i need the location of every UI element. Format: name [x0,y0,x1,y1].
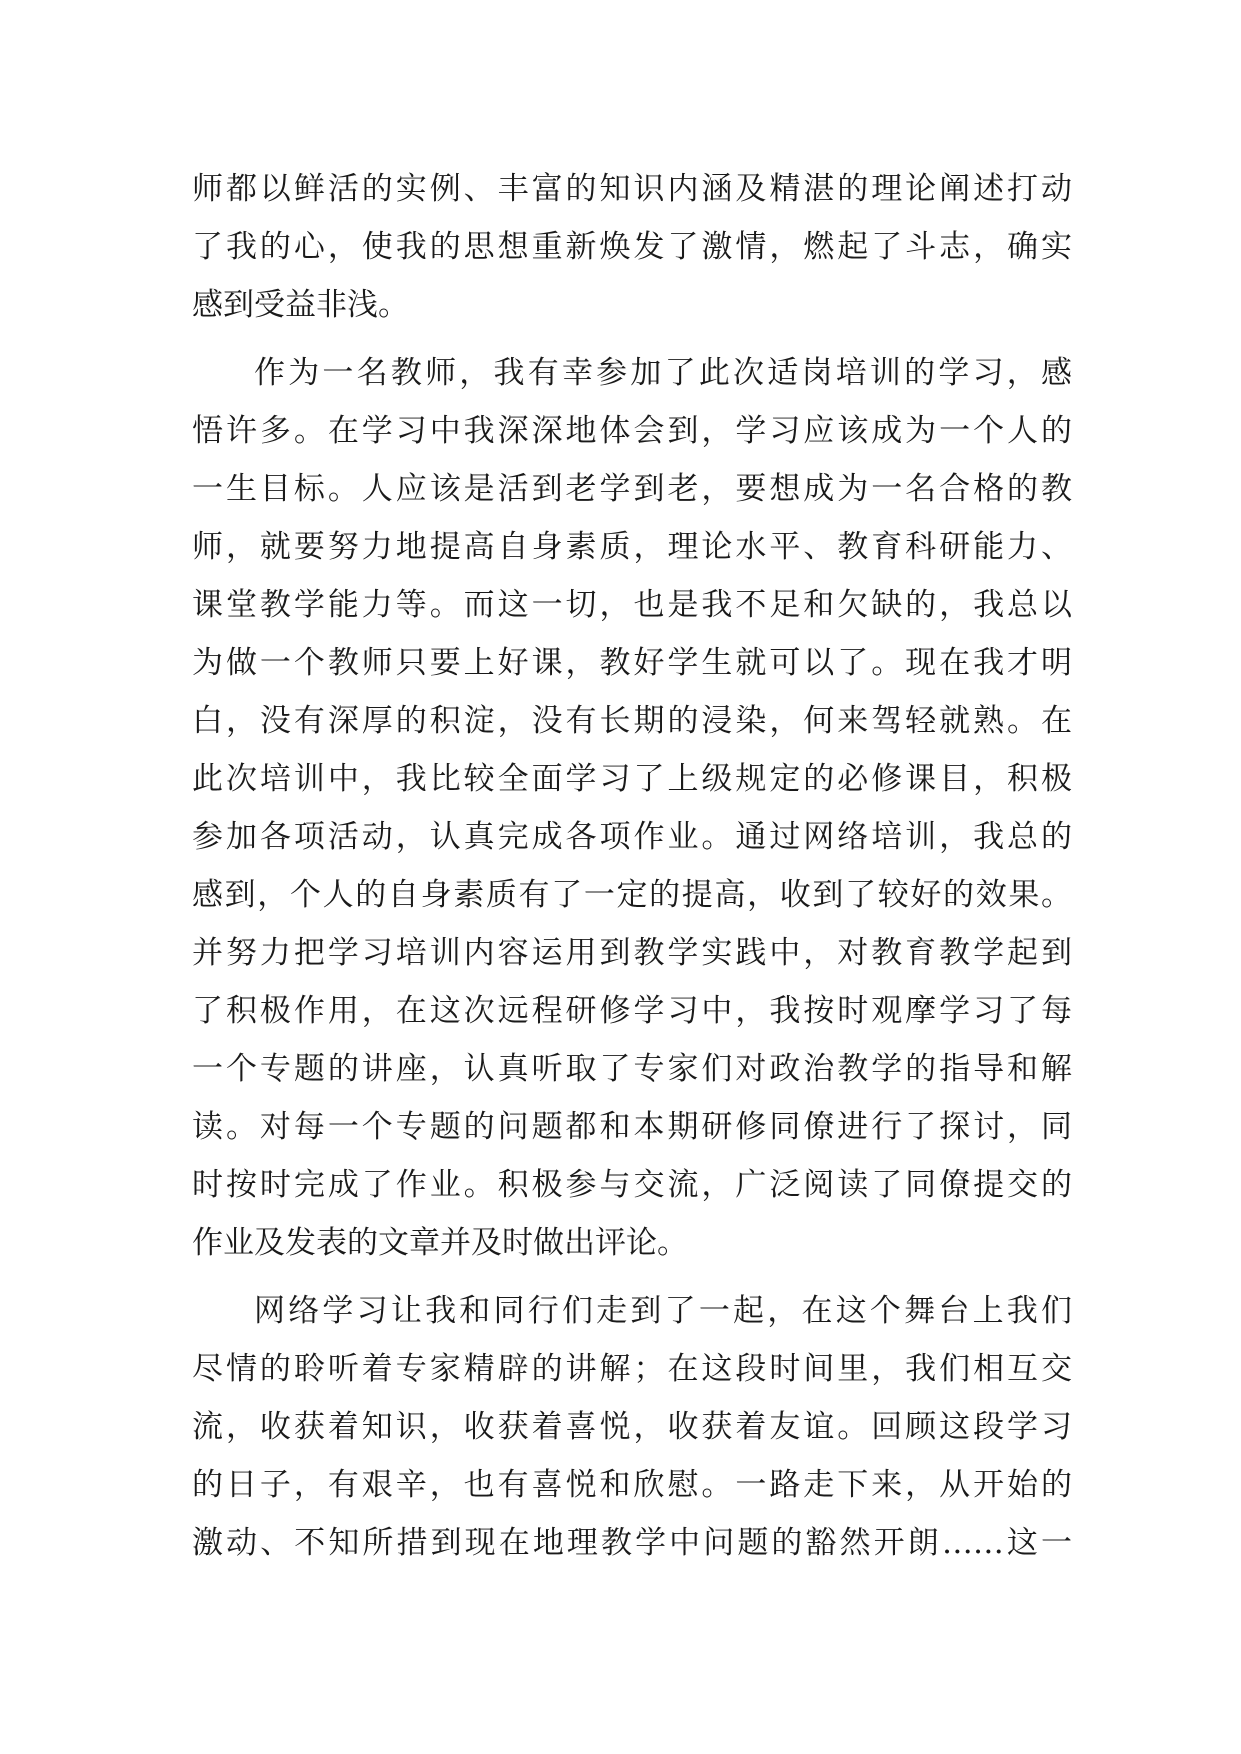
text-line: 激动、不知所措到现在地理教学中问题的豁然开朗……这一 [192,1525,1072,1561]
text-line: 感到，个人的自身素质有了一定的提高，收到了较好的效果。 [192,877,1072,913]
text-line: 一生目标。人应该是活到老学到老，要想成为一名合格的教 [192,471,1072,507]
paragraph-1 [192,160,1072,334]
text-line: 白，没有深厚的积淀，没有长期的浸染，何来驾轻就熟。在 [192,703,1072,739]
text-line: 尽情的聆听着专家精辟的讲解；在这段时间里，我们相互交 [192,1351,1072,1387]
text-line: 师，就要努力地提高自身素质，理论水平、教育科研能力、 [192,529,1072,565]
text-line: 作为一名教师，我有幸参加了此次适岗培训的学习，感 [254,355,1072,391]
text-line: 作业及发表的文章并及时做出评论。 [192,1225,688,1261]
text-line: 悟许多。在学习中我深深地体会到，学习应该成为一个人的 [192,413,1072,449]
paragraph-3 [192,1282,1072,1572]
text-line: 时按时完成了作业。积极参与交流，广泛阅读了同僚提交的 [192,1167,1072,1203]
text-line: 了积极作用，在这次远程研修学习中，我按时观摩学习了每 [192,993,1072,1029]
text-line: 参加各项活动，认真完成各项作业。通过网络培训，我总的 [192,819,1072,855]
text-line: 流，收获着知识，收获着喜悦，收获着友谊。回顾这段学习 [192,1409,1072,1445]
text-line: 的日子，有艰辛，也有喜悦和欣慰。一路走下来，从开始的 [192,1467,1072,1503]
document-body [192,160,1072,1582]
text-line: 读。对每一个专题的问题都和本期研修同僚进行了探讨，同 [192,1109,1072,1145]
text-line: 感到受益非浅。 [192,287,409,323]
paragraph-2 [192,344,1072,1272]
text-line: 并努力把学习培训内容运用到教学实践中，对教育教学起到 [192,935,1072,971]
text-line: 课堂教学能力等。而这一切，也是我不足和欠缺的，我总以 [192,587,1072,623]
text-line: 师都以鲜活的实例、丰富的知识内涵及精湛的理论阐述打动 [192,171,1072,207]
text-line: 了我的心，使我的思想重新焕发了激情，燃起了斗志，确实 [192,229,1072,265]
text-line: 一个专题的讲座，认真听取了专家们对政治教学的指导和解 [192,1051,1072,1087]
text-line: 此次培训中，我比较全面学习了上级规定的必修课目，积极 [192,761,1072,797]
text-line: 网络学习让我和同行们走到了一起，在这个舞台上我们 [254,1293,1072,1329]
text-line: 为做一个教师只要上好课，教好学生就可以了。现在我才明 [192,645,1072,681]
